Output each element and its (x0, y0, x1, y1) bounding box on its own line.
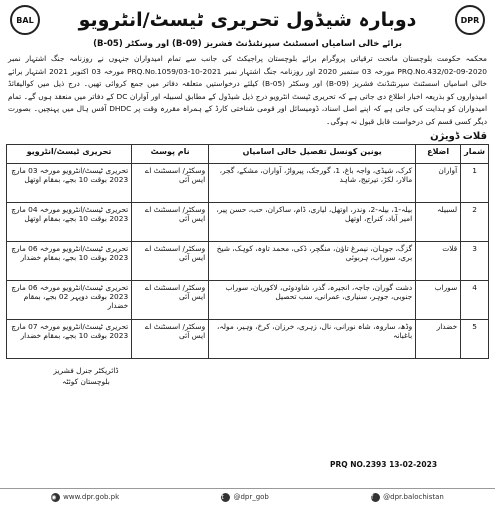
table-header-row (7, 144, 489, 163)
row-test-schedule: تحریری ٹیسٹ/انٹرویو مورخہ 04 مارچ 2023 بوقت 10 بجے، بمقام اوتھل (7, 202, 132, 241)
logo-left: BAL (10, 5, 40, 35)
row-serial: 4 (461, 280, 489, 319)
division-label: قلات ڈویژن (430, 130, 487, 142)
col-serial: شمار (461, 144, 489, 163)
footer-twitter[interactable] (221, 493, 268, 502)
globe-icon: ◉ (51, 493, 60, 502)
row-test-schedule: تحریری ٹیسٹ/انٹرویو مورخہ 06 مارچ 2023 بوقت دوپہر 02 بجے، بمقام خضدار (7, 280, 132, 319)
row-serial: 1 (461, 163, 489, 202)
row-union-councils: وڈھ، ساروہ، شاہ نورانی، نال، زہری، خرزان، کرخ، وہیر، مولہ، باغبانہ (209, 319, 416, 358)
twitter-icon: t (221, 493, 230, 502)
table-row (7, 280, 489, 319)
facebook-icon: f (371, 493, 380, 502)
row-district: قلات (416, 241, 461, 280)
row-serial: 5 (461, 319, 489, 358)
row-serial: 3 (461, 241, 489, 280)
logo-right: DPR (455, 5, 485, 35)
table-row (7, 202, 489, 241)
col-union-council: یونین کونسل تفصیل خالی اسامیاں (209, 144, 416, 163)
row-test-schedule: تحریری ٹیسٹ/انٹرویو مورخہ 07 مارچ 2023 بوقت 10 بجے، بمقام خضدار (7, 319, 132, 358)
footer-website[interactable] (51, 493, 119, 502)
subtitle: برائے خالی اسامیاں اسسٹنٹ سپرنٹنڈنٹ فشریز (B-09) اور وسکٹر (B-05) (93, 39, 402, 49)
row-post: وسکٹر/ اسسٹنٹ اے ایس آئی (132, 202, 209, 241)
row-district: سوراب (416, 280, 461, 319)
row-post: وسکٹر/ اسسٹنٹ اے ایس آئی (132, 241, 209, 280)
row-district: آواران (416, 163, 461, 202)
row-serial: 2 (461, 202, 489, 241)
col-test-schedule: تحریری ٹیسٹ/انٹرویو (7, 144, 132, 163)
footer (0, 488, 495, 505)
signature-block (6, 365, 166, 387)
signature-title: ڈائریکٹر جنرل فشریز (53, 365, 119, 375)
row-district: خضدار (416, 319, 461, 358)
website-text: www.dpr.gob.pk (63, 493, 120, 501)
row-union-councils: دشت گوران، جاجہ، انجیرہ، گدر، شاودوئی، لاکوریان، سوراب جنوبی، جوہر، سنیاری، عمرانی، سب تحصیل (209, 280, 416, 319)
footer-facebook[interactable] (371, 493, 444, 502)
row-post: وسکٹر/ اسسٹنٹ اے ایس آئی (132, 280, 209, 319)
col-district: اضلاع (416, 144, 461, 163)
row-test-schedule: تحریری ٹیسٹ/انٹرویو مورخہ 03 مارچ 2023 بوقت 10 بجے، بمقام اوتھل (7, 163, 132, 202)
row-post: وسکٹر/ اسسٹنٹ اے ایس آئی (132, 319, 209, 358)
page-title: دوبارہ شیڈول تحریری ٹیسٹ/انٹرویو (78, 9, 417, 31)
row-union-councils: گزگ، جوہان، نیمرغ تاؤن، منگچر، ڈکی، محمد تاوہ، کوہک، شیخ بری، سوراب، ہربوئی (209, 241, 416, 280)
table-row (7, 241, 489, 280)
facebook-text: @dpr.balochistan (383, 493, 444, 501)
row-union-councils: بیلہ-1، بیلہ-2، وندر، اوتھل، لیاری، ڈام، ساکران، حب، حسن پیر، امیر آباد، کنراج، اوتھل (209, 202, 416, 241)
row-post: وسکٹر/ اسسٹنٹ اے ایس آئی (132, 163, 209, 202)
schedule-table (6, 144, 489, 359)
row-test-schedule: تحریری ٹیسٹ/انٹرویو مورخہ 06 مارچ 2023 بوقت 10 بجے، بمقام خضدار (7, 241, 132, 280)
header (6, 3, 489, 37)
row-district: لسبیلہ (416, 202, 461, 241)
intro-paragraph: محکمہ حکومت بلوچستان ماتحت ترقیاتی پروگرام برائے بلوچستان پراجیکٹ کی جانب سے تمام امیدواران جنہوں نے روزنامہ جنگ اشتہار نمبر PRQ.No.432/02-09-2020 مورخہ 03 ستمبر 2020 اور روزنامہ جنگ اشتہار نمبر PRQ.No.1059/03-10-2021 مورخہ 03 اکتوبر 2021 اشتہار برائے خالی اسامیاں اسسٹنٹ سپرنٹنڈنٹ فشریز (B-09) اور وسکٹر (B-05) کیلئے درخواستیں متعلقہ دفاتر میں جمع کروائی تھیں۔ درج ذیل میں کوالیفائڈ امیدواروں کو بذریعہ اخبار اطلاع دی جاتی ہے کہ تحریری ٹیسٹ انٹرویو درج ذیل شیڈول کے مطابق لسبیلہ اور آواران DC کے دفاتر میں منعقد ہوں گے۔ تمام امیدواران کو ہدایت کی جاتی ہے کہ اپنے اصل اسناد، ڈومیسائل اور قومی شناختی کارڈ کے ہمراہ مقررہ وقت پر DHDC آفس ہال میں پہنچیں۔ بصورت دیگر کسی قسم کی درخواست قابل قبول نہ ہوگی۔ (8, 54, 488, 126)
table-row (7, 163, 489, 202)
prq-number: PRQ NO.2393 13-02-2023 (330, 460, 438, 469)
signature-location: بلوچستان کوئٹہ (62, 376, 110, 386)
table-row (7, 319, 489, 358)
row-union-councils: کرک، شیڈی، واجہ باغ، 1، گورجک، پیرواڑ، آواران، مشکے، گجر، مالار، لکڑ، تیرتیج، شاہد (209, 163, 416, 202)
col-post: نام پوسٹ (132, 144, 209, 163)
twitter-text: @dpr_gob (233, 493, 269, 501)
